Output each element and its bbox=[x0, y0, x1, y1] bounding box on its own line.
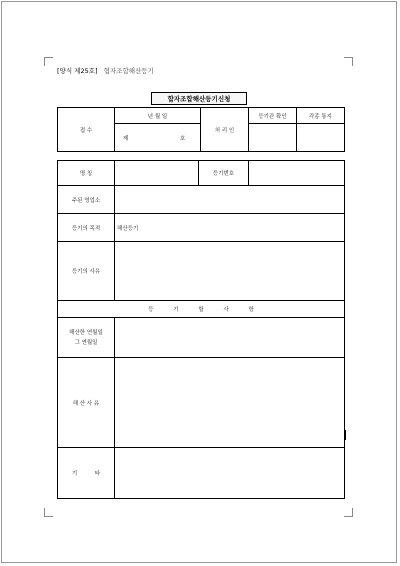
form-number-label bbox=[57, 66, 154, 75]
other-label-text: 기 타 bbox=[71, 471, 101, 477]
text-cursor bbox=[344, 430, 346, 440]
receipt-table bbox=[57, 107, 345, 152]
main-office-label: 주된 영업소 bbox=[58, 186, 115, 214]
crop-mark-bottom-right bbox=[344, 508, 353, 517]
col-notify-header: 각종 통지 bbox=[297, 108, 345, 124]
matters-header-text: 등 기 할 사 항 bbox=[148, 307, 254, 313]
crop-mark-bottom-left bbox=[44, 508, 53, 517]
dissolution-cause-field[interactable] bbox=[115, 358, 345, 448]
other-field[interactable] bbox=[115, 448, 345, 499]
crop-mark-top-right bbox=[344, 57, 353, 66]
other-label bbox=[58, 448, 115, 499]
investigate-signature-cell[interactable] bbox=[249, 124, 297, 152]
cause-field[interactable] bbox=[115, 242, 345, 301]
purpose-field[interactable]: 해산등기 bbox=[115, 214, 345, 242]
registration-number-field[interactable] bbox=[249, 161, 345, 186]
main-office-field[interactable] bbox=[115, 186, 345, 214]
col-receive-header: 등기관 확인 bbox=[249, 108, 297, 124]
crop-mark-top-left bbox=[44, 57, 53, 66]
form-name: 협자조합해산등기 bbox=[103, 67, 154, 75]
registration-number-label: 등기번호 bbox=[199, 161, 249, 186]
registration-matters-table bbox=[57, 300, 345, 499]
processor-label: 처 리 인 bbox=[201, 108, 249, 152]
dissolution-date-label-line1: 해산한 연월일 bbox=[69, 329, 103, 336]
notify-signature-cell[interactable] bbox=[297, 124, 345, 152]
receipt-number-label bbox=[115, 124, 201, 152]
dissolution-date-label bbox=[58, 318, 115, 358]
matters-header bbox=[58, 301, 345, 318]
name-label: 명 칭 bbox=[58, 161, 115, 186]
receipt-date-label: 년 월 일 bbox=[115, 108, 201, 124]
dissolution-date-label-line2: 그 연월일 bbox=[74, 339, 98, 346]
application-table bbox=[57, 160, 345, 301]
name-field[interactable] bbox=[115, 161, 199, 186]
form-number: [양식 제25호] bbox=[57, 67, 98, 75]
cause-label: 등기의 사유 bbox=[58, 242, 115, 301]
form-title: 합자조합해산등기신청 bbox=[151, 92, 247, 105]
receipt-label: 접 수 bbox=[58, 108, 115, 152]
dissolution-cause-label: 해 산 사 유 bbox=[58, 358, 115, 448]
receipt-number-text: 제 호 bbox=[123, 135, 186, 142]
dissolution-date-field[interactable] bbox=[115, 318, 345, 358]
purpose-label: 등기의 목적 bbox=[58, 214, 115, 242]
